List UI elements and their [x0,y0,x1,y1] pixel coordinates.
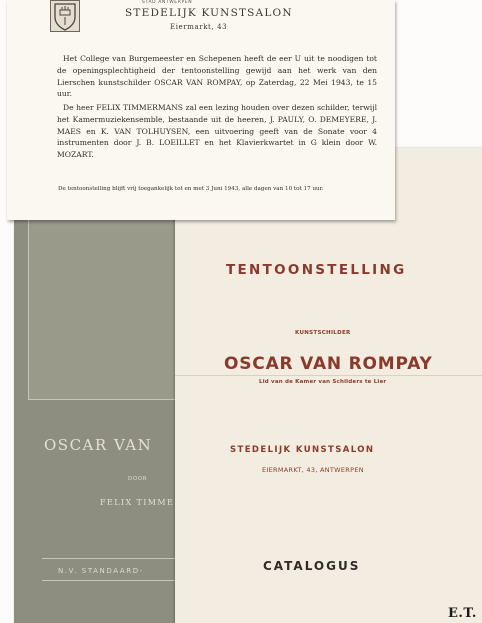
booklet-title: OSCAR VAN [44,436,153,454]
catalogue-venue: STEDELIJK KUNSTSALON [230,445,375,455]
card-address: Eiermarkt, 43 [170,23,228,31]
card-salon-name: STEDELIJK KUNSTSALON [125,7,293,19]
watermark: E.T. [448,606,477,621]
catalogue-address: EIERMARKT, 43, ANTWERPEN [262,466,364,474]
booklet-author: FELIX TIMME [100,498,175,507]
card-city-line: STAD ANTWERPEN [142,0,193,5]
catalogue-fold-line [175,375,482,376]
card-footnote: De tentoonstelling blijft vrij toegankelijk tot en met 3 Juni 1943, alle dagen van 10 tot 17 uur. [58,186,324,192]
city-crest-icon [50,0,80,32]
catalogue-member-line: Lid van de Kamer van Schilders te Lier [259,379,387,385]
card-invitation-text: Het College van Burgemeester en Schepenen heeft de eer U uit te noodigen tot de openingsplechtigheid der tentoonstelling gewijd aan het werk van den Lierschen kunstschilder OSCAR VAN ROMPAY, op Zaterdag, 22 Mei 1943, te 15 uur. [57,54,377,99]
catalogue-label: CATALOGUS [263,559,361,573]
booklet-publisher: N.V. STANDAARD- [58,567,144,575]
crest-shield-icon [51,1,79,31]
card-programme-text: De heer FELIX TIMMERMANS zal een lezing houden over dezen schilder, terwijl het Kamermuziekensemble, bestaande uit de heeren, J. PAULY, O. DEMEYERE, J. MAES en K. VAN TOLHUYSEN, een uitvoering geeft van de Sonate voor 4 instrumenten door J. B. LOEILLET en het Klavierkwartet in G klein door W. MOZART. [57,103,377,160]
catalogue-heading: TENTOONSTELLING [226,262,407,278]
catalogue-artist-name: OSCAR VAN ROMPAY [224,354,433,374]
booklet-door-label: DOOR [128,476,148,482]
booklet-rule-top [42,558,182,559]
catalogue-profession: KUNSTSCHILDER [295,330,351,336]
booklet-rule-bottom [42,580,182,581]
